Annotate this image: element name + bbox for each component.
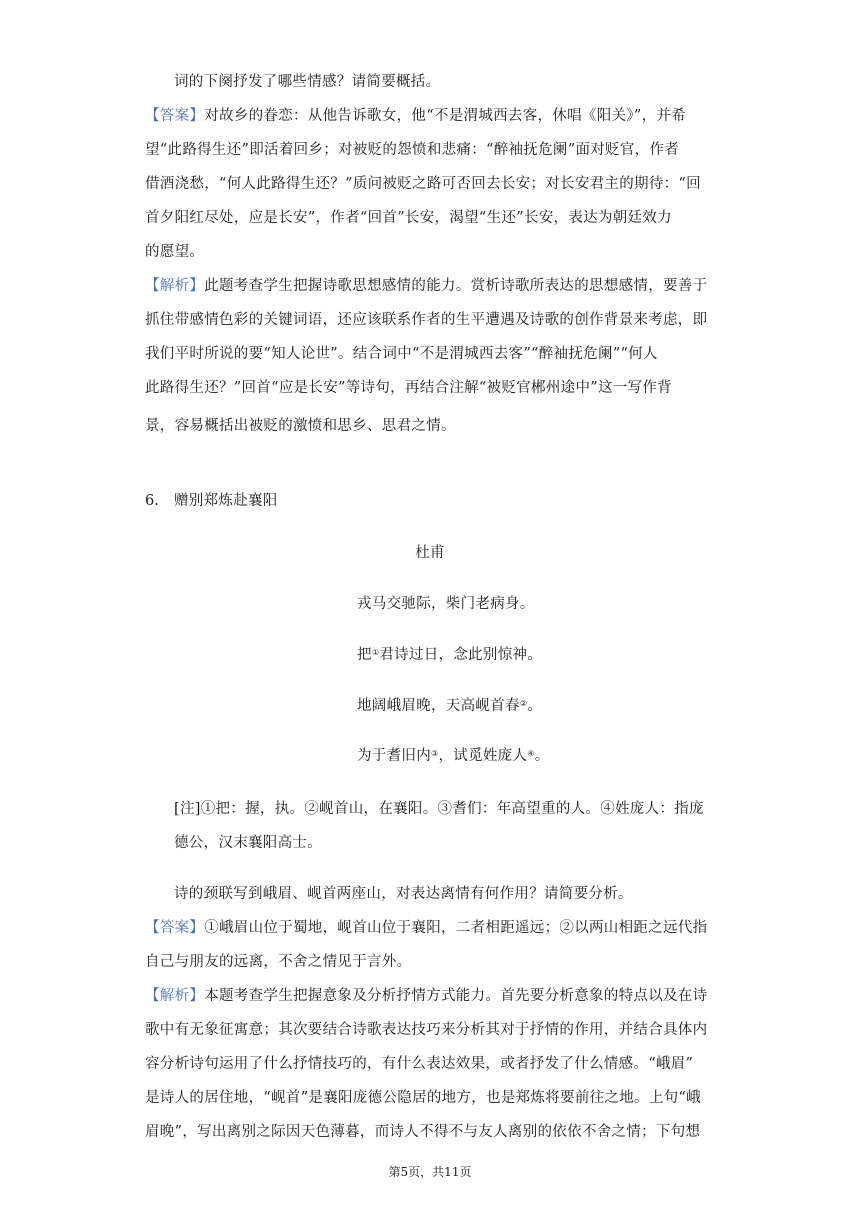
q5-answer-line-1: 【答案】对故乡的眷恋：从他告诉歌女，他“不是渭城西去客，休唱《阳关》”，并希 [145, 108, 686, 124]
poem-line-4: 为于耆旧内③，试觅姓庞人④。 [357, 748, 550, 764]
poem-line-3: 地阔峨眉晚，天高岘首春②。 [357, 698, 543, 714]
q5-analysis-line-5: 景，容易概括出被贬的激愤和思乡、思君之情。 [145, 418, 456, 434]
q6-question: 诗的颈联写到峨眉、岘首两座山，对表达离情有何作用？请简要分析。 [174, 886, 633, 902]
q6-number: 6. [145, 493, 159, 509]
poem-line-1: 戎马交驰际，柴门老病身。 [357, 596, 535, 612]
q6-answer-line-2: 自己与朋友的远离，不舍之情见于言外。 [145, 954, 412, 970]
q5-answer-line-3: 借酒浇愁，“何人此路得生还？”质问被贬之路可否回去长安；对长安君主的期待：“回 [145, 176, 701, 192]
q6-title: 赠别郑炼赴襄阳 [174, 493, 278, 509]
q6-analysis-line-4: 是诗人的居住地，“岘首”是襄阳庞德公隐居的地方，也是郑炼将要前往之地。上句“峨 [145, 1090, 701, 1106]
q5-analysis-line-1: 【解析】此题考查学生把握诗歌思想感情的能力。赏析诗歌所表达的思想感情，要善于 [145, 278, 708, 294]
q6-analysis-line-5: 眉晚”，写出离别之际因天色薄暮，而诗人不得不与友人离别的依依不舍之情；下句想 [145, 1124, 701, 1140]
q5-analysis-line-2: 抓住带感情色彩的关键词语，还应该联系作者的生平遭遇及诗歌的创作背景来考虑，即 [145, 312, 708, 328]
analysis-tag: 【解析】 [145, 278, 205, 294]
poem-note-line-2: 德公，汉末襄阳高士。 [174, 835, 322, 851]
q5-analysis-line-4: 此路得生还？”回首“应是长安”等诗句，再结合注解“被贬官郴州途中”这一写作背 [145, 380, 672, 396]
poem-note-line-1: [注]①把：握，执。②岘首山，在襄阳。③耆们：年高望重的人。④姓庞人：指庞 [174, 801, 704, 817]
q5-analysis-line-3: 我们平时所说的要“知人论世”。结合词中“不是渭城西去客”“醉袖抚危阑”“何人 [145, 346, 658, 362]
q6-analysis-line-1: 【解析】本题考查学生把握意象及分析抒情方式能力。首先要分析意象的特点以及在诗 [145, 988, 708, 1004]
q5-question: 词的下阕抒发了哪些情感？请简要概括。 [174, 74, 441, 90]
q6-answer-line-1: 【答案】①峨眉山位于蜀地，岘首山位于襄阳，二者相距遥远；②以两山相距之远代指 [145, 920, 708, 936]
q5-answer-line-5: 的愿望。 [145, 244, 205, 260]
poem-author: 杜甫 [415, 545, 445, 561]
q5-answer-line-4: 首夕阳红尽处，应是长安”，作者“回首”长安，渴望“生还”长安，表达为朝廷效力 [145, 210, 672, 226]
q6-analysis-line-2: 歌中有无象征寓意；其次要结合诗歌表达技巧来分析其对于抒情的作用，并结合具体内 [145, 1022, 708, 1038]
q5-answer-line-2: 望“此路得生还”即活着回乡；对被贬的怨愤和悲痛：“醉袖抚危阑”面对贬官，作者 [145, 142, 680, 158]
q6-analysis-line-3: 容分析诗句运用了什么抒情技巧的，有什么表达效果，或者抒发了什么情感。“峨眉” [145, 1056, 694, 1072]
analysis-tag: 【解析】 [145, 988, 205, 1004]
poem-line-2: 把①君诗过日，念此别惊神。 [357, 647, 543, 663]
answer-tag: 【答案】 [145, 920, 205, 936]
page-footer: 第5页，共11页 [388, 1165, 472, 1179]
answer-tag: 【答案】 [145, 108, 205, 124]
